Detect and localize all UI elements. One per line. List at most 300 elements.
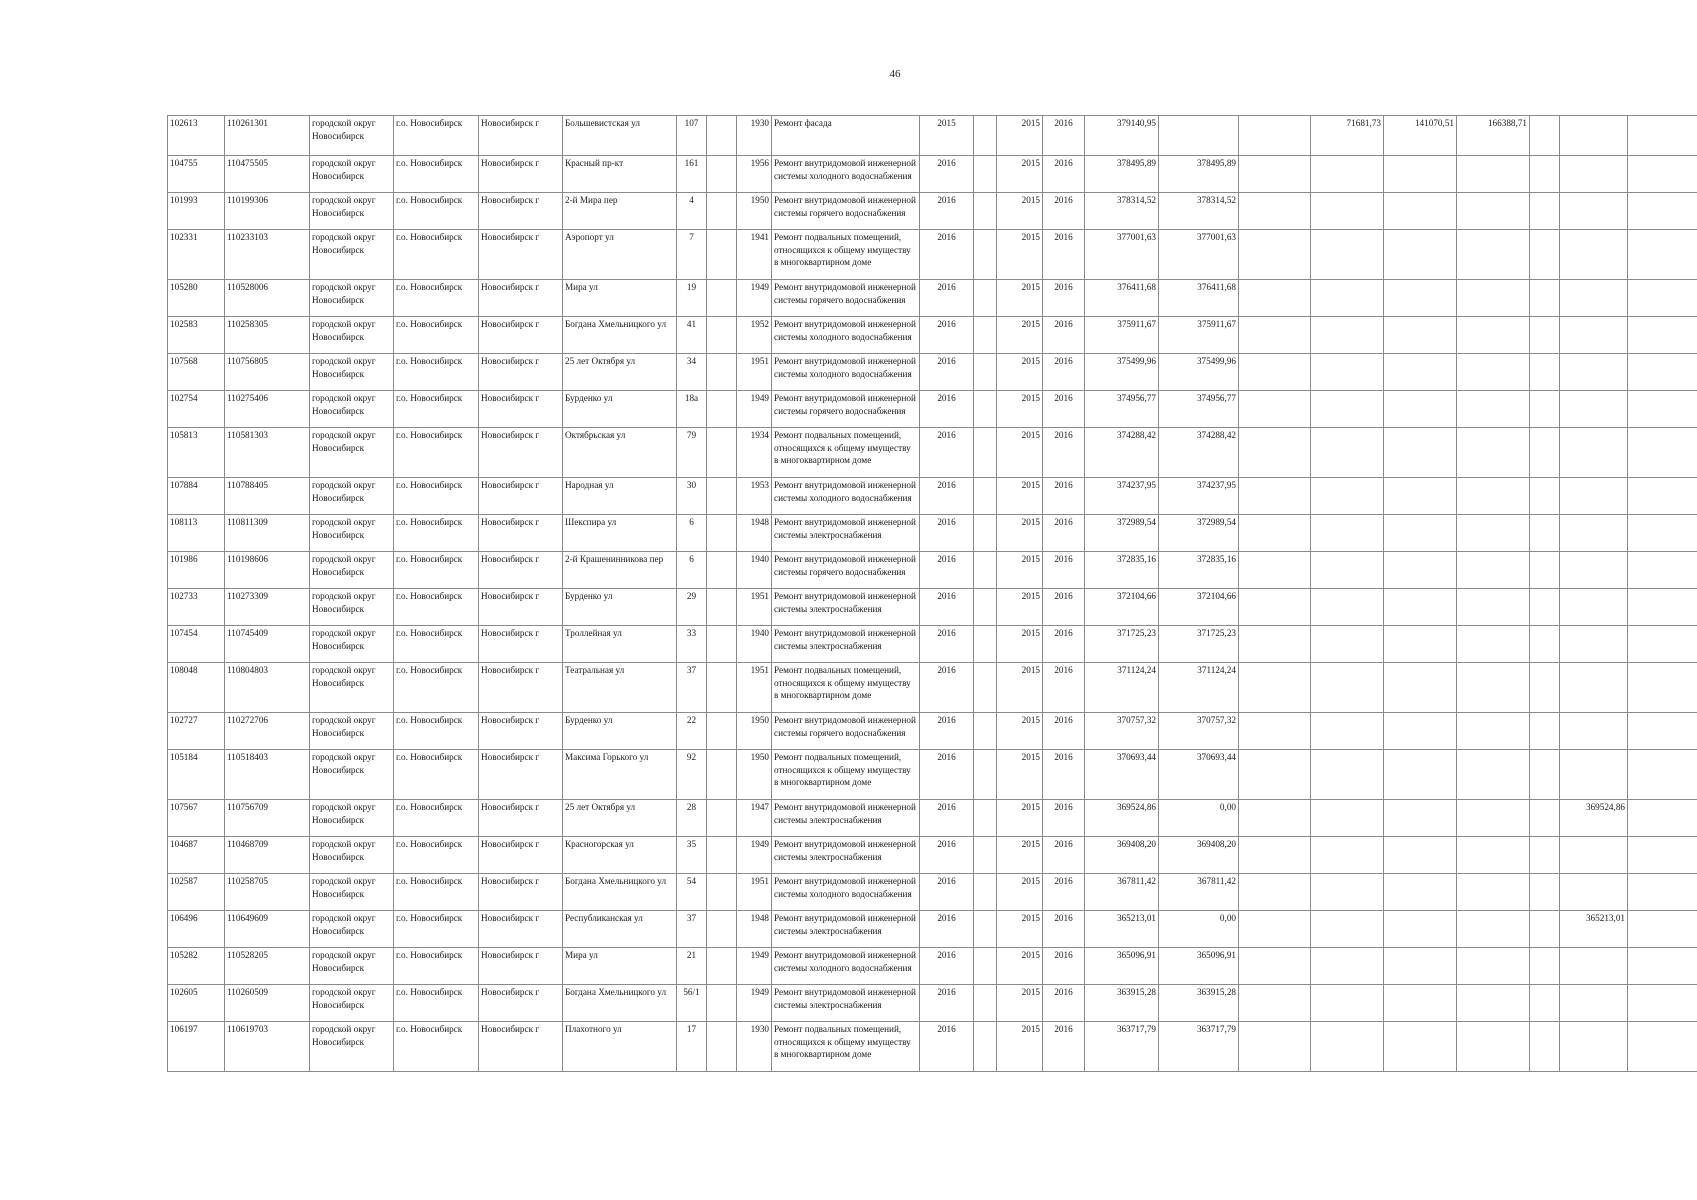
cost-1-cell: 0,00 [1159,911,1239,948]
cost-3-cell [1311,911,1384,948]
cost-8-cell [1628,948,1697,985]
cost-4-cell [1384,428,1457,478]
house-number-cell: 22 [677,713,707,750]
table-row [168,193,1697,230]
building-number-cell [707,354,737,391]
cost-7-cell: 369524,86 [1560,800,1628,837]
cost-7-cell [1560,552,1628,589]
year-to-cell: 2016 [1043,985,1085,1022]
municipality-cell: городской округ Новосибирск [310,552,394,589]
row-id-cell: 108113 [168,515,225,552]
cost-1-cell [1159,116,1239,156]
plan-year-cell: 2016 [920,948,974,985]
locality-cell: Новосибирск г [479,1022,563,1072]
district-cell: г.о. Новосибирск [394,626,479,663]
municipality-cell: городской округ Новосибирск [310,800,394,837]
locality-cell: Новосибирск г [479,193,563,230]
cost-3-cell [1311,428,1384,478]
cost-2-cell [1239,515,1311,552]
cost-7-cell [1560,663,1628,713]
cost-7-cell [1560,750,1628,800]
table-row [168,874,1697,911]
year-to-cell: 2016 [1043,156,1085,193]
cost-8-cell [1628,391,1697,428]
building-number-cell [707,800,737,837]
cost-8-cell [1628,428,1697,478]
row-id-cell: 108048 [168,663,225,713]
cost-3-cell [1311,800,1384,837]
construction-year-cell: 1949 [737,280,772,317]
cost-6-cell [1530,230,1560,280]
cost-8-cell [1628,478,1697,515]
building-number-cell [707,552,737,589]
plan-year-cell: 2016 [920,230,974,280]
cost-5-cell [1457,713,1530,750]
cost-2-cell [1239,193,1311,230]
cost-7-cell [1560,589,1628,626]
cost-3-cell [1311,230,1384,280]
object-code-cell: 110260509 [225,985,310,1022]
plan-year-cell: 2016 [920,552,974,589]
municipality-cell: городской округ Новосибирск [310,391,394,428]
empty-cell-cell [974,317,997,354]
cost-2-cell [1239,116,1311,156]
construction-year-cell: 1934 [737,428,772,478]
object-code-cell: 110468709 [225,837,310,874]
cost-8-cell [1628,837,1697,874]
street-cell: Плахотного ул [563,1022,677,1072]
work-type-cell: Ремонт внутридомовой инженерной системы горячего водоснабжения [772,552,920,589]
municipality-cell: городской округ Новосибирск [310,985,394,1022]
plan-year-cell: 2016 [920,589,974,626]
cost-1-cell: 371725,23 [1159,626,1239,663]
year-to-cell: 2016 [1043,391,1085,428]
municipality-cell: городской округ Новосибирск [310,713,394,750]
cost-5-cell [1457,911,1530,948]
work-type-cell: Ремонт фасада [772,116,920,156]
object-code-cell: 110756805 [225,354,310,391]
construction-year-cell: 1949 [737,985,772,1022]
cost-2-cell [1239,280,1311,317]
district-cell: г.о. Новосибирск [394,428,479,478]
district-cell: г.о. Новосибирск [394,874,479,911]
building-number-cell [707,515,737,552]
construction-year-cell: 1951 [737,874,772,911]
street-cell: Театральная ул [563,663,677,713]
cost-6-cell [1530,750,1560,800]
cost-2-cell [1239,837,1311,874]
table-row [168,911,1697,948]
cost-2-cell [1239,354,1311,391]
table-row [168,230,1697,280]
year-from-cell: 2015 [997,428,1043,478]
building-number-cell [707,391,737,428]
cost-3-cell [1311,280,1384,317]
plan-year-cell: 2016 [920,837,974,874]
empty-cell-cell [974,800,997,837]
house-number-cell: 21 [677,948,707,985]
cost-5-cell [1457,948,1530,985]
municipality-cell: городской округ Новосибирск [310,354,394,391]
construction-year-cell: 1952 [737,317,772,354]
empty-cell-cell [974,911,997,948]
construction-year-cell: 1948 [737,911,772,948]
cost-6-cell [1530,626,1560,663]
cost-8-cell [1628,589,1697,626]
cost-7-cell [1560,317,1628,354]
object-code-cell: 110275406 [225,391,310,428]
plan-year-cell: 2016 [920,280,974,317]
cost-8-cell [1628,1022,1697,1072]
cost-7-cell [1560,874,1628,911]
district-cell: г.о. Новосибирск [394,1022,479,1072]
empty-cell-cell [974,713,997,750]
street-cell: Богдана Хмельницкого ул [563,874,677,911]
construction-year-cell: 1947 [737,800,772,837]
empty-cell-cell [974,663,997,713]
house-number-cell: 107 [677,116,707,156]
building-number-cell [707,626,737,663]
cost-5-cell [1457,280,1530,317]
municipality-cell: городской округ Новосибирск [310,750,394,800]
district-cell: г.о. Новосибирск [394,354,479,391]
cost-1-cell: 369408,20 [1159,837,1239,874]
cost-7-cell [1560,230,1628,280]
cost-8-cell [1628,116,1697,156]
plan-year-cell: 2016 [920,317,974,354]
work-type-cell: Ремонт подвальных помещений, относящихся к общему имуществу в многоквартирном доме [772,750,920,800]
cost-2-cell [1239,391,1311,428]
row-id-cell: 105280 [168,280,225,317]
object-code-cell: 110756709 [225,800,310,837]
object-code-cell: 110233103 [225,230,310,280]
table-row [168,156,1697,193]
cost-4-cell [1384,911,1457,948]
total-cost-cell: 374237,95 [1085,478,1159,515]
locality-cell: Новосибирск г [479,589,563,626]
empty-cell-cell [974,552,997,589]
cost-2-cell [1239,230,1311,280]
object-code-cell: 110528006 [225,280,310,317]
cost-4-cell [1384,230,1457,280]
construction-year-cell: 1950 [737,193,772,230]
construction-year-cell: 1956 [737,156,772,193]
plan-year-cell: 2016 [920,911,974,948]
building-number-cell [707,280,737,317]
cost-1-cell: 372835,16 [1159,552,1239,589]
table-row [168,800,1697,837]
cost-5-cell [1457,354,1530,391]
street-cell: Мира ул [563,948,677,985]
year-from-cell: 2015 [997,800,1043,837]
row-id-cell: 106197 [168,1022,225,1072]
cost-6-cell [1530,663,1560,713]
cost-2-cell [1239,552,1311,589]
year-from-cell: 2015 [997,280,1043,317]
plan-year-cell: 2016 [920,985,974,1022]
cost-6-cell [1530,589,1560,626]
empty-cell-cell [974,515,997,552]
street-cell: Республиканская ул [563,911,677,948]
plan-year-cell: 2016 [920,515,974,552]
construction-year-cell: 1953 [737,478,772,515]
locality-cell: Новосибирск г [479,317,563,354]
year-to-cell: 2016 [1043,317,1085,354]
work-type-cell: Ремонт подвальных помещений, относящихся к общему имуществу в многоквартирном доме [772,1022,920,1072]
object-code-cell: 110619703 [225,1022,310,1072]
cost-4-cell [1384,948,1457,985]
cost-7-cell: 365213,01 [1560,911,1628,948]
cost-4-cell: 141070,51 [1384,116,1457,156]
empty-cell-cell [974,750,997,800]
object-code-cell: 110811309 [225,515,310,552]
registry-table [167,115,1697,1072]
year-from-cell: 2015 [997,985,1043,1022]
year-from-cell: 2015 [997,948,1043,985]
work-type-cell: Ремонт внутридомовой инженерной системы горячего водоснабжения [772,193,920,230]
empty-cell-cell [974,1022,997,1072]
cost-2-cell [1239,948,1311,985]
building-number-cell [707,230,737,280]
cost-4-cell [1384,193,1457,230]
plan-year-cell: 2016 [920,428,974,478]
cost-1-cell: 372989,54 [1159,515,1239,552]
house-number-cell: 29 [677,589,707,626]
locality-cell: Новосибирск г [479,626,563,663]
total-cost-cell: 371725,23 [1085,626,1159,663]
cost-8-cell [1628,874,1697,911]
object-code-cell: 110199306 [225,193,310,230]
cost-2-cell [1239,985,1311,1022]
cost-4-cell [1384,552,1457,589]
house-number-cell: 28 [677,800,707,837]
building-number-cell [707,116,737,156]
street-cell: Шекспира ул [563,515,677,552]
empty-cell-cell [974,948,997,985]
building-number-cell [707,750,737,800]
construction-year-cell: 1941 [737,230,772,280]
object-code-cell: 110745409 [225,626,310,663]
cost-5-cell [1457,478,1530,515]
total-cost-cell: 370757,32 [1085,713,1159,750]
plan-year-cell: 2016 [920,626,974,663]
street-cell: 2-й Крашенинникова пер [563,552,677,589]
construction-year-cell: 1940 [737,552,772,589]
plan-year-cell: 2016 [920,713,974,750]
cost-6-cell [1530,280,1560,317]
row-id-cell: 107454 [168,626,225,663]
year-to-cell: 2016 [1043,750,1085,800]
cost-8-cell [1628,750,1697,800]
construction-year-cell: 1950 [737,713,772,750]
year-to-cell: 2016 [1043,589,1085,626]
object-code-cell: 110581303 [225,428,310,478]
cost-8-cell [1628,156,1697,193]
total-cost-cell: 363915,28 [1085,985,1159,1022]
construction-year-cell: 1930 [737,116,772,156]
cost-1-cell: 377001,63 [1159,230,1239,280]
work-type-cell: Ремонт внутридомовой инженерной системы холодного водоснабжения [772,478,920,515]
total-cost-cell: 365096,91 [1085,948,1159,985]
district-cell: г.о. Новосибирск [394,663,479,713]
total-cost-cell: 378495,89 [1085,156,1159,193]
cost-5-cell [1457,589,1530,626]
street-cell: Бурденко ул [563,589,677,626]
district-cell: г.о. Новосибирск [394,230,479,280]
building-number-cell [707,193,737,230]
cost-8-cell [1628,985,1697,1022]
cost-3-cell [1311,874,1384,911]
cost-3-cell [1311,1022,1384,1072]
locality-cell: Новосибирск г [479,750,563,800]
object-code-cell: 110272706 [225,713,310,750]
cost-5-cell [1457,663,1530,713]
cost-1-cell: 370693,44 [1159,750,1239,800]
cost-6-cell [1530,874,1560,911]
object-code-cell: 110804803 [225,663,310,713]
empty-cell-cell [974,230,997,280]
cost-3-cell [1311,750,1384,800]
total-cost-cell: 378314,52 [1085,193,1159,230]
object-code-cell: 110649609 [225,911,310,948]
cost-3-cell [1311,985,1384,1022]
table-row [168,589,1697,626]
building-number-cell [707,713,737,750]
object-code-cell: 110273309 [225,589,310,626]
district-cell: г.о. Новосибирск [394,391,479,428]
empty-cell-cell [974,428,997,478]
municipality-cell: городской округ Новосибирск [310,948,394,985]
year-from-cell: 2015 [997,317,1043,354]
district-cell: г.о. Новосибирск [394,985,479,1022]
cost-8-cell [1628,911,1697,948]
house-number-cell: 35 [677,837,707,874]
locality-cell: Новосибирск г [479,800,563,837]
work-type-cell: Ремонт внутридомовой инженерной системы горячего водоснабжения [772,391,920,428]
cost-1-cell: 363915,28 [1159,985,1239,1022]
table-row [168,663,1697,713]
work-type-cell: Ремонт внутридомовой инженерной системы холодного водоснабжения [772,874,920,911]
year-from-cell: 2015 [997,193,1043,230]
total-cost-cell: 369408,20 [1085,837,1159,874]
construction-year-cell: 1950 [737,750,772,800]
cost-5-cell [1457,1022,1530,1072]
year-to-cell: 2016 [1043,911,1085,948]
house-number-cell: 6 [677,552,707,589]
cost-5-cell [1457,391,1530,428]
cost-6-cell [1530,116,1560,156]
cost-6-cell [1530,317,1560,354]
plan-year-cell: 2016 [920,391,974,428]
plan-year-cell: 2016 [920,874,974,911]
house-number-cell: 19 [677,280,707,317]
object-code-cell: 110198606 [225,552,310,589]
year-to-cell: 2016 [1043,478,1085,515]
construction-year-cell: 1949 [737,948,772,985]
cost-3-cell: 71681,73 [1311,116,1384,156]
cost-3-cell [1311,948,1384,985]
street-cell: 25 лет Октября ул [563,354,677,391]
cost-6-cell [1530,478,1560,515]
street-cell: 2-й Мира пер [563,193,677,230]
house-number-cell: 34 [677,354,707,391]
locality-cell: Новосибирск г [479,354,563,391]
cost-7-cell [1560,116,1628,156]
municipality-cell: городской округ Новосибирск [310,193,394,230]
table-row [168,354,1697,391]
cost-1-cell: 0,00 [1159,800,1239,837]
year-to-cell: 2016 [1043,428,1085,478]
registry-body [168,116,1697,1072]
table-row [168,750,1697,800]
cost-4-cell [1384,354,1457,391]
cost-3-cell [1311,663,1384,713]
municipality-cell: городской округ Новосибирск [310,837,394,874]
cost-8-cell [1628,663,1697,713]
building-number-cell [707,837,737,874]
locality-cell: Новосибирск г [479,116,563,156]
cost-7-cell [1560,515,1628,552]
cost-6-cell [1530,428,1560,478]
building-number-cell [707,911,737,948]
plan-year-cell: 2016 [920,193,974,230]
total-cost-cell: 372104,66 [1085,589,1159,626]
district-cell: г.о. Новосибирск [394,750,479,800]
total-cost-cell: 376411,68 [1085,280,1159,317]
year-to-cell: 2016 [1043,663,1085,713]
cost-7-cell [1560,713,1628,750]
cost-7-cell [1560,391,1628,428]
cost-3-cell [1311,391,1384,428]
street-cell: Красный пр-кт [563,156,677,193]
empty-cell-cell [974,985,997,1022]
street-cell: Богдана Хмельницкого ул [563,985,677,1022]
cost-2-cell [1239,1022,1311,1072]
cost-1-cell: 367811,42 [1159,874,1239,911]
cost-2-cell [1239,713,1311,750]
cost-4-cell [1384,837,1457,874]
total-cost-cell: 375499,96 [1085,354,1159,391]
cost-4-cell [1384,713,1457,750]
municipality-cell: городской округ Новосибирск [310,874,394,911]
year-from-cell: 2015 [997,515,1043,552]
building-number-cell [707,478,737,515]
work-type-cell: Ремонт внутридомовой инженерной системы электроснабжения [772,626,920,663]
locality-cell: Новосибирск г [479,391,563,428]
year-to-cell: 2016 [1043,230,1085,280]
cost-4-cell [1384,800,1457,837]
empty-cell-cell [974,626,997,663]
work-type-cell: Ремонт внутридомовой инженерной системы холодного водоснабжения [772,948,920,985]
cost-3-cell [1311,589,1384,626]
total-cost-cell: 371124,24 [1085,663,1159,713]
year-to-cell: 2016 [1043,515,1085,552]
year-from-cell: 2015 [997,156,1043,193]
total-cost-cell: 374956,77 [1085,391,1159,428]
house-number-cell: 37 [677,663,707,713]
cost-4-cell [1384,985,1457,1022]
house-number-cell: 18а [677,391,707,428]
table-row [168,428,1697,478]
year-from-cell: 2015 [997,589,1043,626]
municipality-cell: городской округ Новосибирск [310,317,394,354]
building-number-cell [707,156,737,193]
cost-2-cell [1239,478,1311,515]
row-id-cell: 102583 [168,317,225,354]
cost-1-cell: 365096,91 [1159,948,1239,985]
cost-1-cell: 374956,77 [1159,391,1239,428]
plan-year-cell: 2016 [920,354,974,391]
